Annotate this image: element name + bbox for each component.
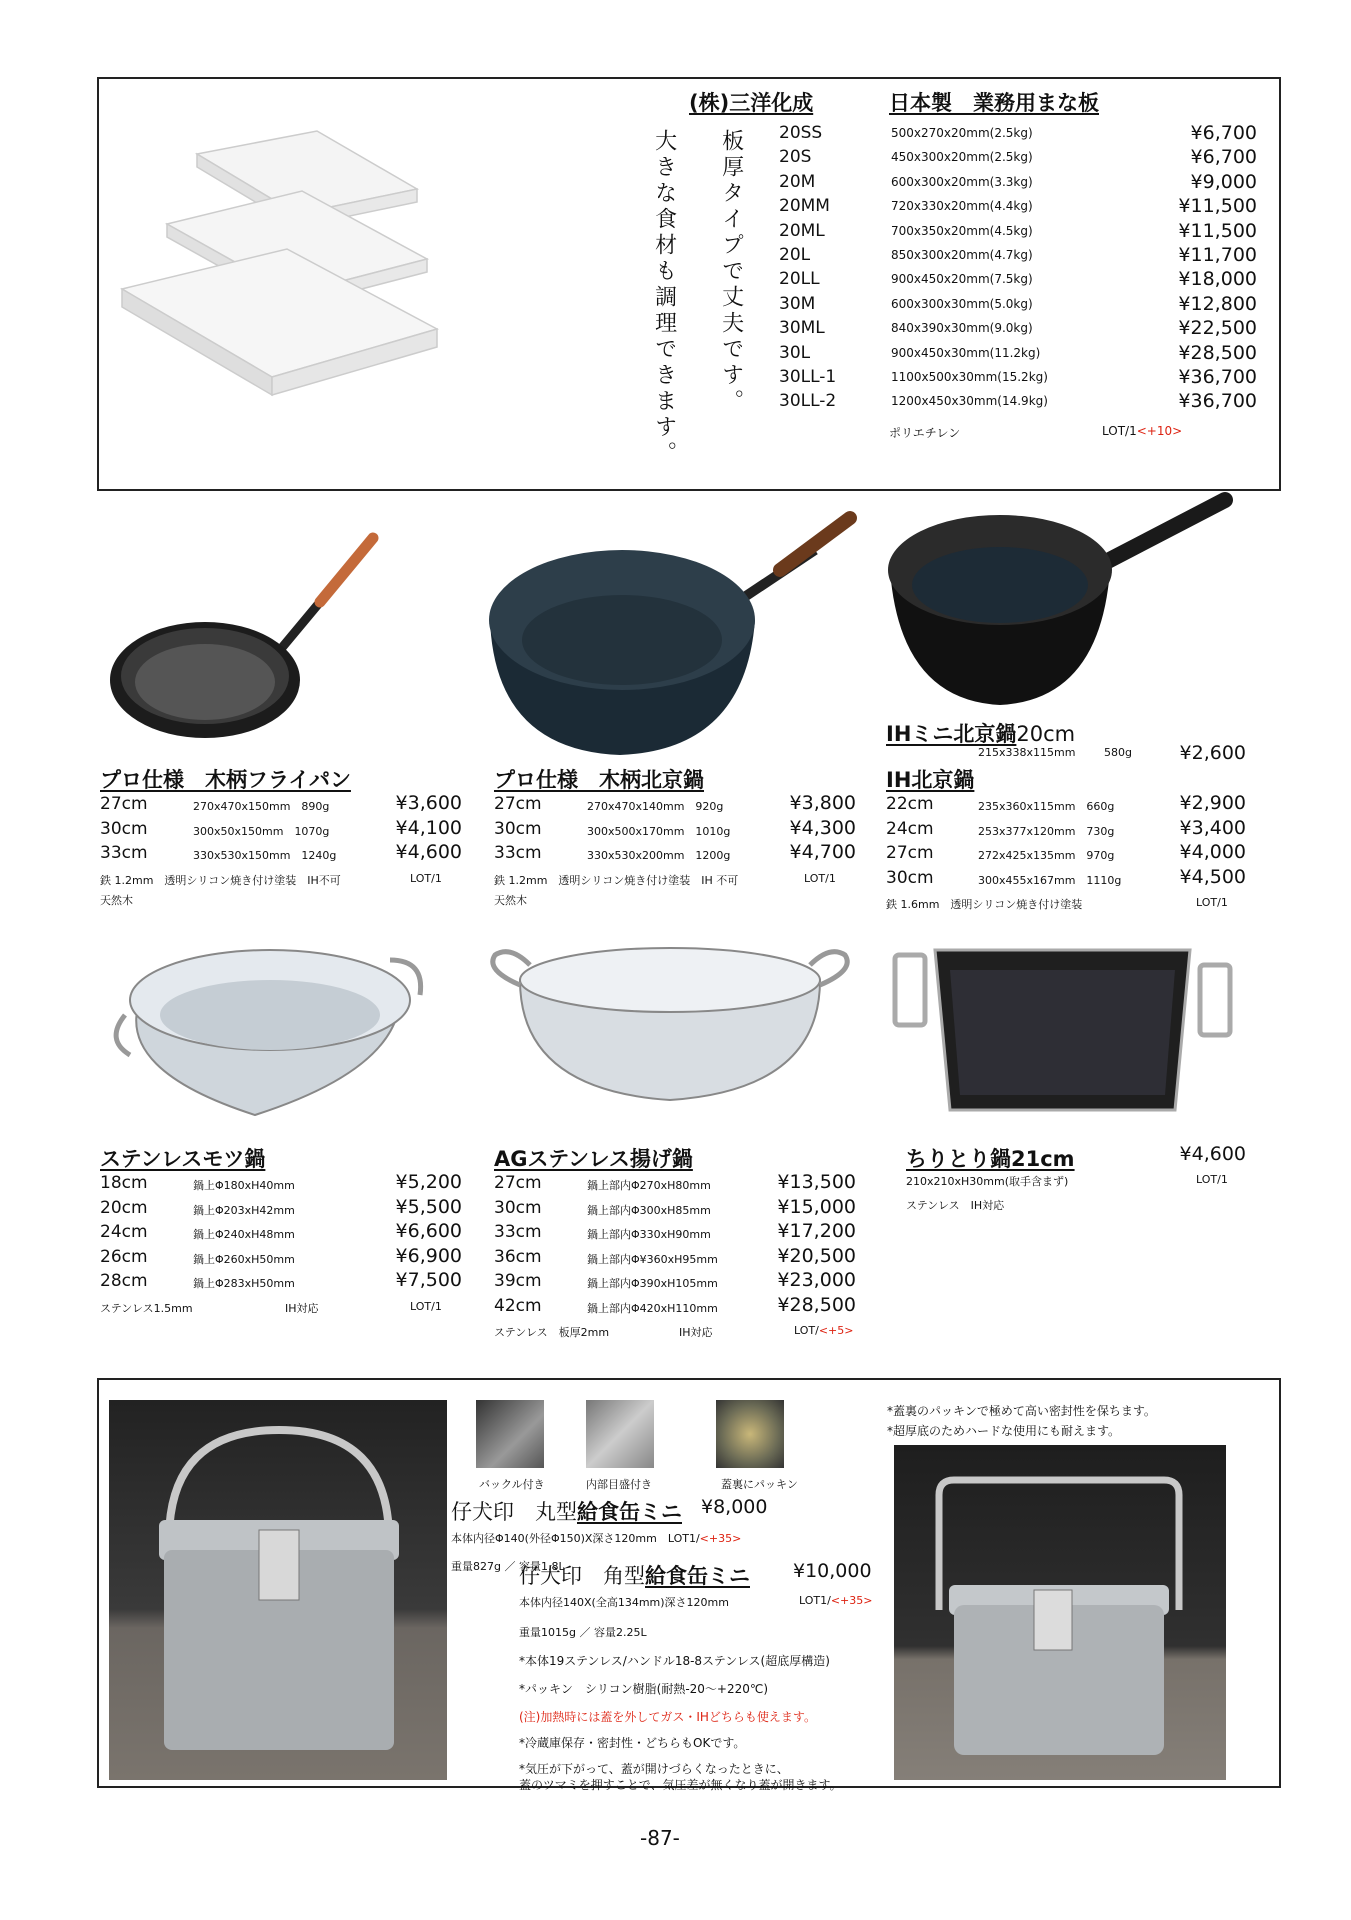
board-code: 30ML <box>779 318 825 339</box>
frying-pan-lot <box>410 872 442 885</box>
fry-pot-image <box>480 940 860 1120</box>
motsu-pot-price: ¥6,600 <box>395 1220 462 1242</box>
frying-pan-size: 27cm <box>100 794 148 814</box>
fry-pot-price: ¥20,500 <box>777 1244 856 1267</box>
frying-pan-price: ¥4,600 <box>395 841 462 863</box>
round-container-spec: 本体内径Φ140(外径Φ150)X深さ120mm LOT1/<+35> <box>451 1532 742 1545</box>
frying-pan-row <box>100 843 462 867</box>
motsu-pot-ih: IH対応 <box>285 1301 319 1315</box>
frying-pan-note-2: 天然木 <box>100 893 133 907</box>
board-spec: 450x300x20mm(2.5kg) <box>891 150 1033 165</box>
usage-note-1: *冷蔵庫保存・密封性・どちらもOKです。 <box>519 1736 746 1750</box>
frying-pan-lot-text: LOT/1 <box>410 871 442 885</box>
fry-pot-spec: 鍋上部内Φ270xH80mm <box>587 1179 711 1192</box>
frying-pan-spec: 330x530x150mm 1240g <box>193 849 337 862</box>
board-size-row <box>779 245 1279 269</box>
board-code: 30L <box>779 342 811 363</box>
wooden-wok-price: ¥3,800 <box>789 792 856 814</box>
motsu-pot-spec: 鍋上Φ240xH48mm <box>193 1228 295 1241</box>
board-size-row <box>779 343 1279 367</box>
ih-mini-wok-title: IHミニ北京鍋20cm <box>886 722 1076 746</box>
fry-pot-size: 27cm <box>494 1173 542 1193</box>
round-container-price: ¥8,000 <box>701 1496 768 1518</box>
page-number: -87- <box>640 1826 680 1850</box>
tagline-vertical-1: 大きな食材も調理できます。 <box>651 129 677 467</box>
board-price: ¥9,000 <box>1190 170 1257 193</box>
board-size-row <box>779 172 1279 196</box>
chiritori-pan-spec: 210x210xH30mm(取手含まず) <box>906 1175 1069 1188</box>
chiritori-pan-image <box>890 945 1240 1125</box>
board-spec: 700x350x20mm(4.5kg) <box>891 223 1033 238</box>
motsu-pot-size: 18cm <box>100 1173 148 1193</box>
fry-pot-section <box>494 1143 856 1343</box>
board-size-row <box>779 221 1279 245</box>
board-code: 20M <box>779 171 816 192</box>
motsu-pot-spec: 鍋上Φ203xH42mm <box>193 1203 295 1217</box>
frying-pan-spec: 270x470x150mm 890g <box>193 800 330 813</box>
fry-pot-price: ¥13,500 <box>777 1171 856 1193</box>
packing-thumb-image <box>716 1400 784 1468</box>
fry-pot-price: ¥15,000 <box>777 1195 856 1218</box>
board-price: ¥22,500 <box>1178 317 1257 340</box>
board-size-row <box>779 367 1279 391</box>
motsu-pot-price: ¥6,900 <box>395 1244 462 1267</box>
fry-pot-size: 39cm <box>494 1271 542 1291</box>
chiritori-pan-price: ¥4,600 <box>1179 1143 1246 1165</box>
fry-pot-size: 36cm <box>494 1246 542 1267</box>
wooden-wok-spec: 330x530x200mm 1200g <box>587 849 731 862</box>
board-code: 20LL <box>779 269 820 290</box>
board-code: 30M <box>779 293 816 314</box>
cutting-board-image <box>117 119 537 419</box>
ih-wok-row <box>886 865 1246 892</box>
ih-wok-price: ¥4,500 <box>1179 865 1246 888</box>
wooden-wok-row <box>494 816 856 843</box>
wooden-wok-size: 27cm <box>494 794 542 814</box>
ih-mini-wok-block <box>886 718 1246 766</box>
wooden-wok-price: ¥4,700 <box>789 841 856 863</box>
fry-pot-title: AGステンレス揚げ鍋 <box>494 1147 693 1171</box>
ih-wok-size: 30cm <box>886 867 934 888</box>
chiritori-pan-lot: LOT/1 <box>1196 1173 1228 1186</box>
ih-wok-row <box>886 843 1246 867</box>
buckle-label: バックル付き <box>479 1478 545 1491</box>
fry-pot-lot-red: <+5> <box>818 1324 854 1337</box>
ih-wok-price: ¥2,900 <box>1179 792 1246 814</box>
chiritori-pan-title: ちりとり鍋21cm <box>906 1147 1075 1171</box>
maker-name: (株)三洋化成 <box>689 91 814 115</box>
square-container-title: 仔犬印 角型給食缶ミニ <box>519 1564 750 1588</box>
frying-pan-price: ¥3,600 <box>395 792 462 814</box>
board-code: 20L <box>779 245 811 265</box>
motsu-pot-size: 20cm <box>100 1197 148 1218</box>
wooden-wok-price: ¥4,300 <box>789 816 856 839</box>
motsu-pot-spec: 鍋上Φ260xH50mm <box>193 1252 295 1266</box>
fry-pot-price: ¥23,000 <box>777 1269 856 1291</box>
board-price: ¥36,700 <box>1178 390 1257 413</box>
fry-pot-size: 33cm <box>494 1222 542 1242</box>
ih-wok-spec: 272x425x135mm 970g <box>978 849 1115 862</box>
board-spec: 900x450x20mm(7.5kg) <box>891 272 1033 287</box>
board-spec: 500x270x20mm(2.5kg) <box>891 126 1033 140</box>
square-container-image <box>894 1445 1226 1780</box>
fry-pot-row <box>494 1222 856 1246</box>
board-price: ¥12,800 <box>1178 292 1257 315</box>
motsu-pot-row <box>100 1195 462 1222</box>
fry-pot-row <box>494 1271 856 1295</box>
chiritori-pan-block <box>906 1143 1246 1223</box>
board-price: ¥11,700 <box>1178 244 1257 266</box>
board-spec: 600x300x20mm(3.3kg) <box>891 174 1033 189</box>
board-code: 20MM <box>779 196 830 217</box>
board-spec: 1200x450x30mm(14.9kg) <box>891 394 1048 409</box>
board-code: 20SS <box>779 123 823 143</box>
board-spec: 850x300x20mm(4.7kg) <box>891 248 1033 262</box>
motsu-pot-section <box>100 1143 462 1323</box>
buckle-thumb-image <box>476 1400 544 1468</box>
board-size-row <box>779 196 1279 220</box>
tagline-vertical-2: 板厚タイプで丈夫です。 <box>718 129 744 415</box>
motsu-pot-material: ステンレス1.5mm <box>100 1301 193 1315</box>
motsu-pot-lot-text: LOT/1 <box>410 1299 442 1313</box>
square-container-price: ¥10,000 <box>793 1560 872 1582</box>
board-spec: 900x450x30mm(11.2kg) <box>891 345 1041 360</box>
material-note-1: *本体19ステンレス/ハンドル18-8ステンレス(超底厚構造) <box>519 1654 830 1668</box>
square-container-weight: 重量1015g ／ 容量2.25L <box>519 1626 647 1639</box>
ih-mini-wok-spec: 215x338x115mm <box>978 746 1076 759</box>
wooden-wok-spec: 300x500x170mm 1010g <box>587 824 731 838</box>
board-price: ¥11,500 <box>1178 219 1257 242</box>
frying-pan-size: 33cm <box>100 843 148 863</box>
usage-note-2: *気圧が下がって、蓋が開けづらくなったときに、 <box>519 1762 789 1776</box>
ih-wok-size: 24cm <box>886 818 934 839</box>
ih-wok-size: 27cm <box>886 843 934 863</box>
frying-pan-spec: 300x50x150mm 1070g <box>193 824 330 838</box>
board-size-row <box>779 147 1279 171</box>
board-code: 30LL-1 <box>779 367 837 387</box>
motsu-pot-row <box>100 1271 462 1295</box>
wooden-wok-section <box>494 764 856 907</box>
square-container-lot: LOT1/<+35> <box>799 1594 873 1607</box>
fry-pot-spec: 鍋上部内Φ420xH110mm <box>587 1301 718 1315</box>
board-price: ¥6,700 <box>1190 146 1257 169</box>
wooden-wok-spec: 270x470x140mm 920g <box>587 800 724 813</box>
wooden-wok-note: 鉄 1.2mm 透明シリコン焼き付け塗装 IH 不可 <box>494 873 739 887</box>
food-container-section <box>97 1378 1281 1792</box>
ih-wok-note: 鉄 1.6mm 透明シリコン焼き付け塗装 <box>886 898 1083 911</box>
ih-wok-lot <box>1196 896 1228 909</box>
board-spec: 600x300x30mm(5.0kg) <box>891 296 1033 311</box>
fry-pot-lot <box>794 1324 853 1337</box>
fry-pot-price: ¥17,200 <box>777 1220 856 1242</box>
ih-wok-image <box>880 490 1240 730</box>
board-code: 30LL-2 <box>779 391 837 412</box>
round-container-title: 仔犬印 丸型給食缶ミニ <box>451 1500 682 1524</box>
ih-wok-section <box>886 764 1246 911</box>
fry-pot-ih: IH対応 <box>679 1326 713 1339</box>
scale-label: 内部目盛付き <box>586 1478 652 1491</box>
wooden-wok-image <box>485 500 865 770</box>
ih-wok-spec: 235x360x115mm 660g <box>978 800 1115 813</box>
wooden-wok-note-2: 天然木 <box>494 893 527 907</box>
board-price: ¥11,500 <box>1178 195 1257 218</box>
round-container-image <box>109 1400 447 1780</box>
motsu-pot-title: ステンレスモツ鍋 <box>100 1147 266 1171</box>
motsu-pot-price: ¥7,500 <box>395 1269 462 1291</box>
frying-pan-section <box>100 764 462 907</box>
wooden-wok-row <box>494 843 856 867</box>
board-code: 20S <box>779 147 812 168</box>
board-title: 日本製 業務用まな板 <box>889 91 1099 115</box>
board-size-row <box>779 318 1279 342</box>
usage-note-3: 蓋のツマミを押すことで、気圧差が無くなり蓋が開きます。 <box>519 1778 842 1792</box>
motsu-pot-size: 28cm <box>100 1271 148 1291</box>
ih-wok-price: ¥4,000 <box>1179 841 1246 863</box>
board-size-row <box>779 269 1279 293</box>
ih-wok-row <box>886 794 1246 818</box>
ih-wok-spec: 253x377x120mm 730g <box>978 824 1115 838</box>
wooden-wok-lot-text: LOT/1 <box>804 871 836 885</box>
frying-pan-title: プロ仕様 木柄フライパン <box>100 768 351 792</box>
board-spec: 1100x500x30mm(15.2kg) <box>891 370 1048 384</box>
frying-pan-size: 30cm <box>100 818 148 839</box>
packing-label: 蓋裏にパッキン <box>721 1478 798 1491</box>
top-note-2: *超厚底のためハードな使用にも耐えます。 <box>887 1424 1121 1438</box>
material-note-2: *パッキン シリコン樹脂(耐熱-20～+220℃) <box>519 1682 769 1696</box>
wooden-wok-size: 33cm <box>494 843 542 863</box>
cutting-board-section <box>97 77 1281 491</box>
round-container-weight: 重量827g ／ 容量1.8L <box>451 1560 565 1573</box>
fry-pot-material: ステンレス 板厚2mm <box>494 1326 610 1339</box>
motsu-pot-price: ¥5,500 <box>395 1195 462 1218</box>
fry-pot-spec: 鍋上部内Φ390xH105mm <box>587 1277 718 1290</box>
fry-pot-lot-text: LOT/ <box>794 1324 819 1337</box>
ih-wok-price: ¥3,400 <box>1179 816 1246 839</box>
fry-pot-row <box>494 1195 856 1222</box>
motsu-pot-size: 26cm <box>100 1246 148 1267</box>
fry-pot-size: 42cm <box>494 1295 542 1316</box>
board-spec: 720x330x20mm(4.4kg) <box>891 199 1033 214</box>
wooden-wok-lot <box>804 872 836 885</box>
board-size-row <box>779 391 1279 415</box>
board-price: ¥28,500 <box>1178 341 1257 364</box>
fry-pot-size: 30cm <box>494 1197 542 1218</box>
frying-pan-row <box>100 816 462 843</box>
fry-pot-row <box>494 1173 856 1197</box>
board-lot: LOT/1<+10> <box>1102 424 1183 438</box>
motsu-pot-row <box>100 1173 462 1197</box>
motsu-pot-size: 24cm <box>100 1222 148 1242</box>
motsu-pot-row <box>100 1222 462 1246</box>
frying-pan-row <box>100 794 462 818</box>
chiritori-pan-note: ステンレス IH対応 <box>906 1199 1005 1212</box>
heating-note: (注)加熱時には蓋を外してガス・IHどちらも使えます。 <box>519 1710 816 1724</box>
board-price: ¥18,000 <box>1178 268 1257 291</box>
ih-wok-size: 22cm <box>886 794 934 814</box>
motsu-pot-spec: 鍋上Φ283xH50mm <box>193 1277 295 1290</box>
fry-pot-row <box>494 1293 856 1320</box>
fry-pot-price: ¥28,500 <box>777 1293 856 1316</box>
ih-wok-title: IH北京鍋 <box>886 768 975 792</box>
frying-pan-price: ¥4,100 <box>395 816 462 839</box>
scale-thumb-image <box>586 1400 654 1468</box>
board-size-row <box>779 123 1279 147</box>
board-price: ¥6,700 <box>1190 122 1257 144</box>
motsu-pot-spec: 鍋上Φ180xH40mm <box>193 1179 295 1192</box>
motsu-pot-image <box>105 940 435 1140</box>
fry-pot-row <box>494 1244 856 1271</box>
frying-pan-image <box>105 530 385 740</box>
ih-mini-wok-price: ¥2,600 <box>1179 742 1246 764</box>
board-spec: 840x390x30mm(9.0kg) <box>891 321 1033 336</box>
wooden-wok-size: 30cm <box>494 818 542 839</box>
square-container-spec: 本体内径140X(全高134mm)深さ120mm <box>519 1596 729 1609</box>
motsu-pot-price: ¥5,200 <box>395 1171 462 1193</box>
board-size-list <box>779 123 1279 423</box>
wooden-wok-row <box>494 794 856 818</box>
wooden-wok-title: プロ仕様 木柄北京鍋 <box>494 768 704 792</box>
frying-pan-note: 鉄 1.2mm 透明シリコン焼き付け塗装 IH不可 <box>100 873 341 887</box>
board-code: 20ML <box>779 220 825 241</box>
top-note-1: *蓋裏のパッキンで極めて高い密封性を保ちます。 <box>887 1404 1156 1418</box>
motsu-pot-row <box>100 1244 462 1271</box>
fry-pot-spec: 鍋上部内Φ300xH85mm <box>587 1203 711 1217</box>
fry-pot-spec: 鍋上部内Φ¥360xH95mm <box>587 1252 718 1266</box>
board-material: ポリエチレン <box>889 426 961 440</box>
ih-wok-row <box>886 816 1246 843</box>
board-price: ¥36,700 <box>1178 366 1257 388</box>
ih-mini-wok-weight: 580g <box>1104 746 1132 759</box>
board-size-row <box>779 294 1279 318</box>
fry-pot-spec: 鍋上部内Φ330xH90mm <box>587 1228 711 1241</box>
motsu-pot-lot <box>410 1300 442 1313</box>
ih-wok-lot-text: LOT/1 <box>1196 896 1228 909</box>
ih-wok-spec: 300x455x167mm 1110g <box>978 873 1122 887</box>
